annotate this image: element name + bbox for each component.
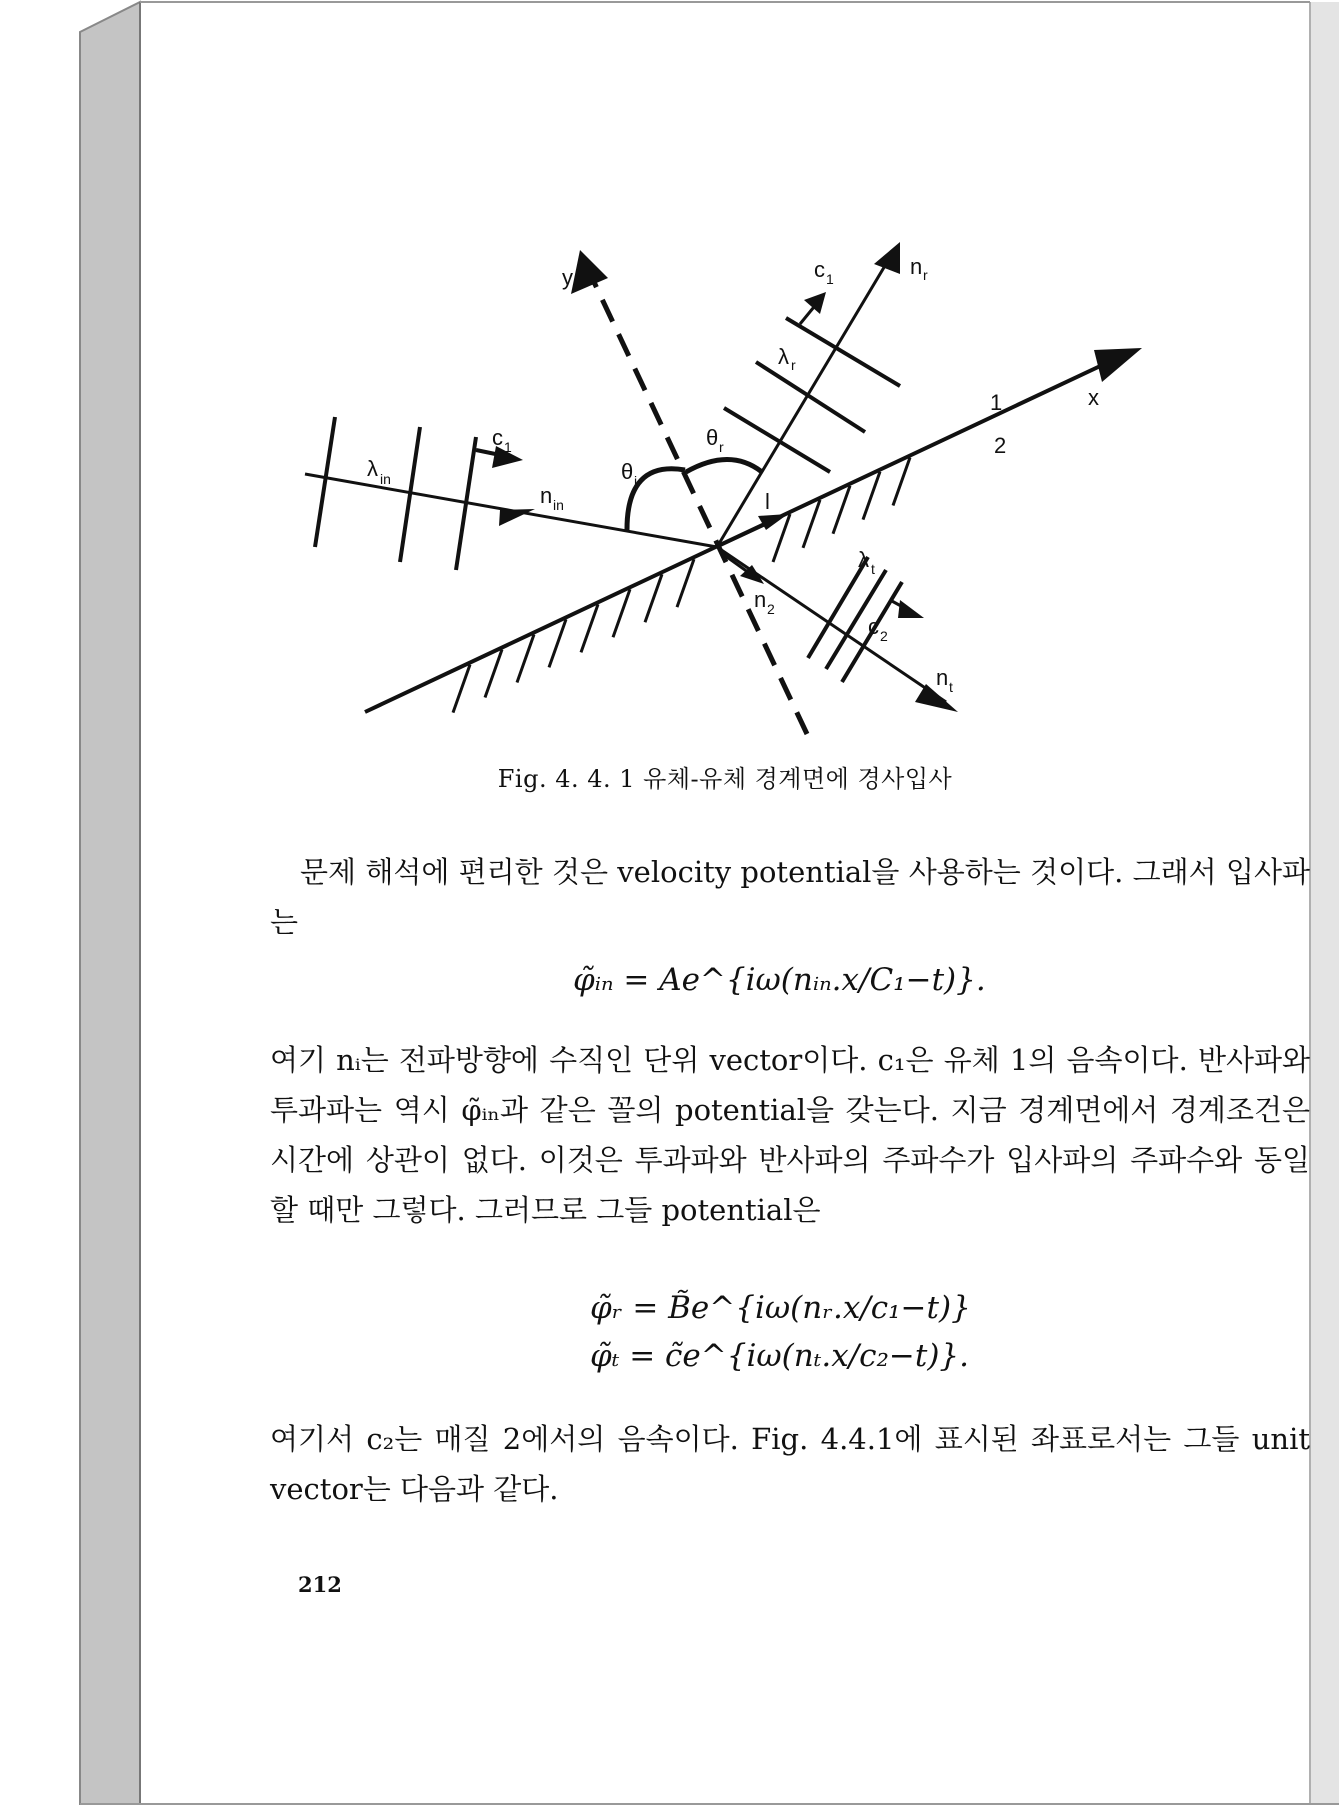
figure-caption: Fig. 4. 4. 1 유체-유체 경계면에 경사입사 — [497, 765, 953, 793]
label-c1-top-sub: 1 — [826, 271, 834, 287]
label-medium-2: 2 — [994, 433, 1007, 458]
label-y: y — [562, 265, 573, 290]
paragraph-2: 여기 nᵢ는 전파방향에 수직인 단위 vector이다. c₁은 유체 1의 음속이다. 반사파와 투과파는 역시 φ̃ᵢₙ과 같은 꼴의 potential을 갖는다. 지금 경계면에서 경계조건은 시간에 상관이 없다. 이것은 투과파와 반사파의 주파수가 입사파의 주파수와 동일할 때만 그렇다. 그러므로 그들 potential은 — [270, 1043, 1310, 1227]
c2-arrow — [898, 600, 924, 618]
theta-r-arc — [686, 460, 762, 473]
label-x: x — [1088, 385, 1099, 410]
hatch-mark — [645, 574, 662, 622]
diagram-labels — [367, 254, 1099, 695]
label-n-in: n — [540, 483, 553, 508]
n-r-arrow — [874, 242, 900, 274]
label-medium-1: 1 — [990, 390, 1003, 415]
label-c2-sub: 2 — [880, 628, 888, 644]
hatch-mark — [517, 634, 534, 682]
label-theta-r: θ — [706, 425, 719, 450]
hatch-mark — [893, 458, 910, 506]
label-lambda-in: λ — [367, 456, 378, 481]
hatch-mark — [581, 604, 598, 652]
hatch-mark — [453, 665, 470, 713]
label-lambda-t-sub: t — [871, 561, 875, 577]
label-n2: n — [754, 587, 767, 612]
hatch-mark — [549, 619, 566, 667]
equation-reflected: φ̃ᵣ = B̃e^{iω(nᵣ.x/c₁−t)} — [590, 1290, 971, 1326]
hatch-mark — [677, 559, 694, 607]
label-n2-sub: 2 — [767, 601, 775, 617]
label-lambda-in-sub: in — [380, 471, 391, 487]
y-axis-arrow — [571, 250, 608, 294]
label-n-in-sub: in — [553, 497, 564, 513]
equation-transmitted: φ̃ₜ = c̃e^{iω(nₜ.x/c₂−t)}. — [590, 1338, 970, 1374]
hatch-mark — [833, 486, 850, 534]
label-c1-top: c — [814, 257, 825, 282]
label-n-r-sub: r — [923, 267, 928, 283]
label-lambda-r-sub: r — [791, 357, 796, 373]
label-c1-left: c — [492, 425, 503, 450]
label-lambda-t: λ — [858, 547, 869, 572]
label-theta-r-sub: r — [719, 439, 724, 455]
page-number: 212 — [298, 1572, 342, 1597]
n-in-arrow — [499, 509, 535, 526]
hatch-mark — [613, 589, 630, 637]
label-n-t: n — [936, 665, 949, 690]
reflected-wavefront-1 — [786, 318, 900, 386]
label-c2: c — [868, 614, 879, 639]
label-l: l — [765, 489, 770, 514]
label-n-r: n — [910, 254, 923, 279]
hatch-mark — [485, 650, 502, 698]
label-theta-i-sub: i — [634, 473, 638, 489]
hatch-mark — [863, 472, 880, 520]
paragraph-1: 문제 해석에 편리한 것은 velocity potential을 사용하는 것이다. 그래서 입사파는 — [270, 855, 1310, 939]
diagram-lines — [305, 242, 1142, 734]
l-arrow — [758, 514, 788, 530]
label-n-t-sub: t — [949, 679, 953, 695]
label-lambda-r: λ — [778, 344, 789, 369]
book-page — [140, 2, 1310, 1802]
label-c1-left-sub: 1 — [504, 439, 512, 455]
c1-top-arrow — [804, 292, 826, 314]
boundary-hatching — [453, 458, 910, 713]
incident-wavefront-1 — [315, 417, 335, 547]
paragraph-3: 여기서 c₂는 매질 2에서의 음속이다. Fig. 4.4.1에 표시된 좌표로서는 그들 unit vector는 다음과 같다. — [270, 1422, 1310, 1506]
label-theta-i: θ — [621, 459, 634, 484]
hatch-mark — [803, 500, 820, 548]
x-axis-arrow — [1094, 348, 1142, 382]
equation-incident: φ̃ᵢₙ = Ae^{iω(nᵢₙ.x/C₁−t)}. — [573, 962, 986, 998]
reflected-wavefront-2 — [756, 362, 865, 432]
wave-diagram — [140, 2, 1310, 762]
y-axis-dashed-line — [594, 282, 807, 734]
